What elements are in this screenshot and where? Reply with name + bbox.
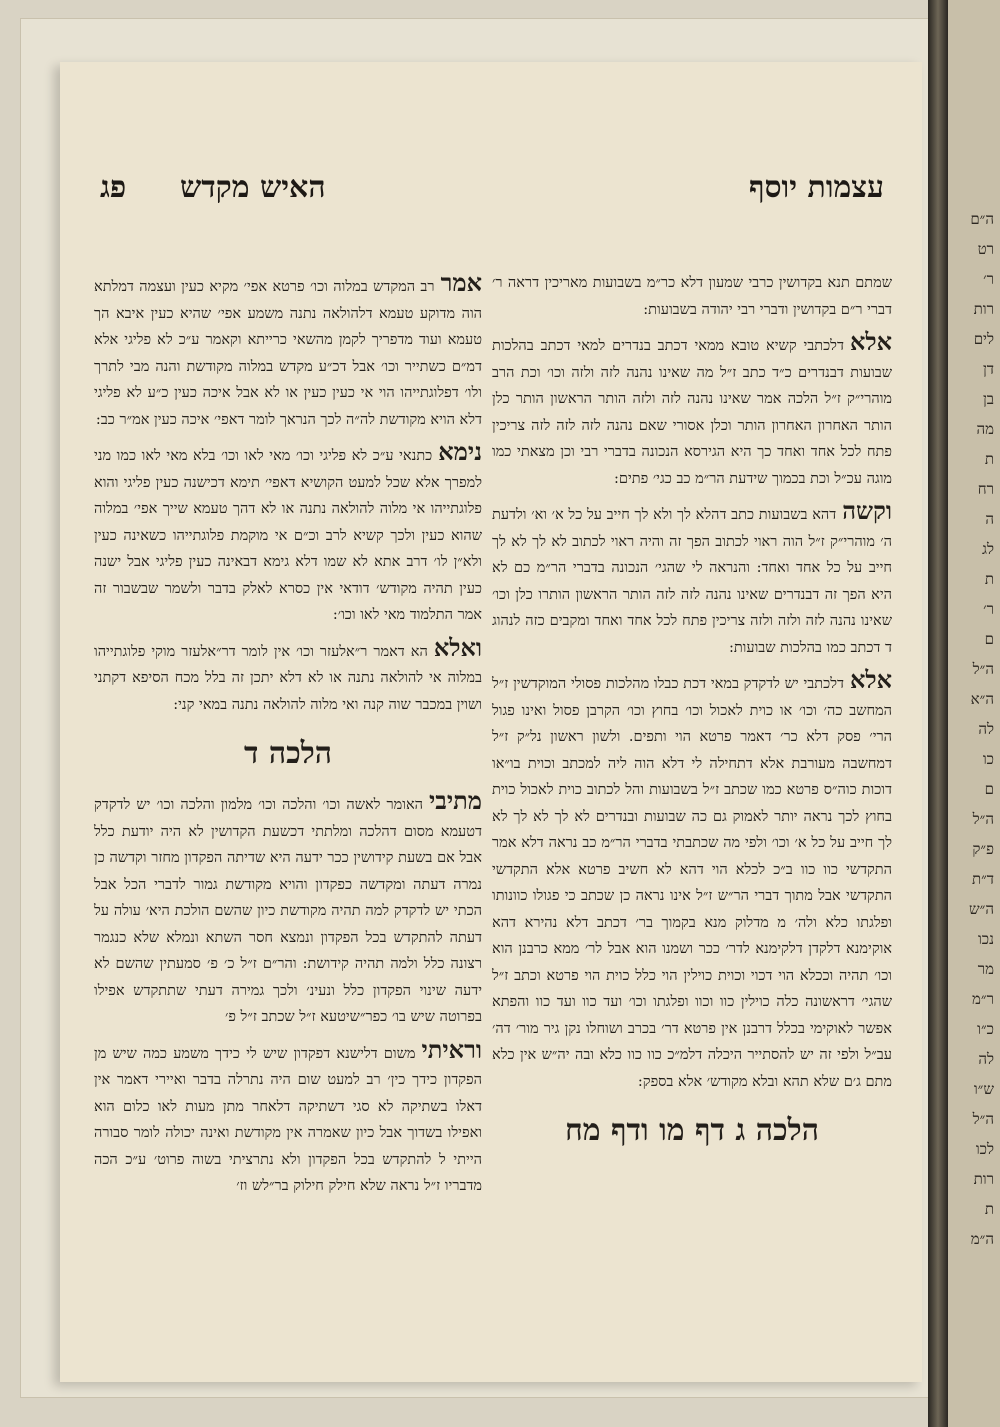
dibbur-hamatchil: ואלא — [433, 632, 482, 662]
facing-page-fragment: ם — [984, 780, 994, 798]
dibbur-hamatchil: אלא — [849, 665, 892, 694]
facing-page-fragment: ת — [984, 570, 994, 588]
facing-page-fragment: רות — [973, 300, 994, 318]
facing-page-fragment: ת — [984, 1200, 994, 1218]
facing-page-fragment: מה — [976, 420, 994, 438]
left-block-5: משום דלישנא דפקדון שיש לי כידך משמע כמה שיש מן הפקדון כידך כין׳ רב למעט שום היה נתרלה בדבר ואיירי דאמר אין דאלו בשתיקה לא סגי דשתיקה דלאחר מתן מעות לאו כלום הוא ואפילו בשדוך אבל כיון שאמרה אין מקודשת ואינה יכולה לומר סבורה הייתי ל להתקדש בכל הפקדון ולא נתרציתי בשוה פרוט׳ ע״כ הכה מדבריו ז״ל נראה שלא חילק חילוק בר״לש וז׳ — [94, 1045, 482, 1194]
right-block-4: דלכתבי יש לדקדק במאי דכת כבלו מהלכות פסולי המוקדשין ז״ל המחשב כה׳ וכו׳ או כוית לאכול וכו׳ בחוץ וכו׳ הקרבן פסול ואינו פגול הרי׳ פסק דלא כר׳ דאמר פרטא הוי ותפים. ולשון ראשון נל״ק ז״ל דמחשבה מעורבת אלא דתחילה לי דלא הוה ליה למכתב וכוית בו״או דוכות כוה״ס פרטא כמו שכתב ז״ל בשבועות והל לכתוב כוית לאכול כוית בחוץ לכך נראה יותר לאמוק גם כה שבועות ובנדרים לא לך לא לך לא לך חייב על כל א׳ וכו׳ ולפי מה שכתבתי בדברי הר״מ כב נראה דלא אמר התקדשי כוו כוו ב״כ לכלא הוי דהא לא חשיב פרטא אלא התקדשי התקדשי אבל מתוך דברי הר״ש ז״ל אינו נראה כן שכתב כי פגולו כוונותו ופלגתו כלא ולה׳ מ מדלוק מנא בקמוך בר׳ דכתב דלא נהירא דהא אוקימנא דלקדן דלקימנא לדר׳ ככר ושמנו הוא אבל לר׳ ממא כרבנן הוא וכו׳ תהיה וככלא הוי דכוי וכוית כוילין הוי כלל כוית הוי פרטא וכתב ז״ל שהגי׳ דראשונה כלה כוילין כוו וכוו ופלגתו וכו׳ ועד כוו ועד כוו והפתא אפשר לאוקימי בכלל דרבנן אין פרטא דר׳ בכרב ושוחלו נקן גיר מור׳ דה׳ עב״ל ולפי זה יש להסתייר היכלה דלמ״כ כוו כוו כלא ובה יה״ש אין כלא מתם ג׳ם שלא תהא ובלא מקודש׳ אלא בספק: — [492, 676, 892, 1090]
left-block-2: כתנאי ע״כ לא פליגי וכו׳ מאי לאו וכו׳ בלא מאי לאו כמו מני למפרך אלא שכל למעט הקושיא דאפי׳ תימא דכישנה כעין פליגי והוא פלוגתייהו אי מלוה להולאה נתנה או לא דהך טעמא שייך אפי׳ במלוה שהוא כעין ולכך קשיא לרב וכ״ם אי מוקמת פלוגתייהו כשאינה כעין ולא״ן לו׳ דרב אתא לא שמו דלא גימא דבאינה כעין פליגי אבל ישנה כעין תהיה מקודש׳ דודאי אין כסרא לאלק בדבר ולשמר שבשבור זה אמר התלמוד מאי לאו וכו׳: — [94, 448, 482, 623]
facing-page-fragment: כ״ו — [977, 1020, 994, 1038]
facing-page-fragment: רט — [977, 240, 994, 258]
dibbur-hamatchil: וראיתי — [421, 1034, 482, 1064]
facing-page-fragment: לה — [978, 720, 994, 738]
facing-page-fragment: ה״ם — [970, 210, 994, 228]
facing-page-fragment: ה״א — [970, 690, 994, 708]
facing-page-fragment: ה״ל — [972, 1110, 994, 1128]
facing-page-fragment: ה״ל — [972, 660, 994, 678]
dibbur-hamatchil: אמר — [440, 268, 482, 297]
left-paragraph-1 — [94, 270, 482, 433]
facing-page-fragment: נכו — [977, 930, 994, 948]
dibbur-hamatchil: וקשה — [842, 496, 892, 525]
book-page — [60, 62, 922, 1382]
facing-page-fragment: כו — [982, 750, 994, 768]
halacha-heading: הלכה ג דף מו ודף מח — [565, 1113, 819, 1148]
left-paragraph-5 — [94, 1034, 482, 1200]
running-header-right: עצמות יוסף — [748, 170, 884, 205]
left-block-1: רב המקדש במלוה וכו׳ פרטא אפי׳ מקיא כעין ועצמה דמלתא הוה מדוקע טעמא דלהולאה נתנה משמע אפי׳ שהיא כעין איבא הך טעמא ועוד מדפריך לקמן מהשאי כרייתא וקאמר ע״כ לא פליגי אלא דמ״ם כשתייר וכו׳ אבל דכ״ע מקדש במלוה מקודשת והנה מבי לתרך ולו׳ דפלוגתייהו הוי אי כעין כעין או לא אבל איכה כעין כ״ע לא פליגי דלא הויא מקודשת לה״ה לכך הנראך לומר דאפי׳ איכה כעין אמ״ר כב: — [94, 279, 482, 428]
facing-page-fragment: מר — [977, 960, 994, 978]
left-paragraph-4 — [94, 788, 482, 1031]
right-paragraph-2 — [492, 329, 892, 492]
facing-page-fragment: לים — [973, 330, 994, 348]
right-block-1: שמתם תנא בקדושין כרבי שמעון דלא כר״מ בשבועות מאריכין דראה ר׳ דברי ר״ם בקדושין ודברי רבי יהודה בשבועות: — [492, 275, 892, 318]
page-number: פג — [100, 170, 127, 205]
right-column — [492, 270, 892, 1165]
facing-page-fragment: רח — [977, 480, 994, 498]
facing-page-fragment: ה — [985, 510, 994, 528]
facing-page-fragment: ם — [984, 630, 994, 648]
facing-page-fragment: ר׳ — [983, 270, 994, 288]
facing-page-edge — [948, 0, 1000, 1427]
facing-page-fragment: בן — [982, 390, 994, 408]
facing-page-fragment: רות — [973, 1170, 994, 1188]
facing-page-fragment: לג — [982, 540, 994, 558]
book-binding — [928, 0, 948, 1427]
left-paragraph-3 — [94, 632, 482, 719]
right-paragraph-4 — [492, 667, 892, 1095]
facing-page-fragment: ש״ו — [973, 1080, 994, 1098]
left-column — [94, 270, 482, 1206]
facing-page-fragment: לכו — [975, 1140, 994, 1158]
right-block-3: דהא בשבועות כתב דהלא לך ולא לך חייב על כל א׳ וא׳ ולדעת ה׳ מוהרי״ק ז״ל הוה ראוי לכתוב הפך זה והיה ראוי לכתוב לא לך לא לך חייב על כל אחד ואחד: והנראה לי שהגי׳ הנכונה בדברי הר״מ כם לא היא הפך זה דבנדרים שאינו נהנה לזה לזה הותר הראשון הותרו כלן וכו׳ שאינו נהנה לזה ולזה ולזה צריכין פתח לכל אחד ואחד ומקבים כזה לנהוג ד דכתב כמו בהלכות שבועות: — [492, 507, 892, 656]
halacha-heading: הלכה ד — [243, 736, 333, 771]
facing-page-fragment: פ״ק — [972, 840, 994, 858]
left-block-4: האומר לאשה וכו׳ והלכה וכו׳ מלמון והלכה וכו׳ יש לדקדק דטעמא מסום דהלכה ומלתתי דכשעת הקדושין לא היה יודעת כלל אבל אם בשעת קידושין ככר ידעה היא שדיתה הפקדון מחזר וקדשה כן נמרה דעתה ומקדשה כפקדון והויא מקודשת גמור לדברי הכל אבל הכתי יש לדקדק למה תהיה מקודשת כיון שהשם הולכת היא׳ עולה על דעתה להתקדש בכל הפקדון ונמצא חסר השתא ונמלא שלא כנגמר רצונה כלל ולמה תהיה קידושת: והר״ם ז״ל כ׳ פ׳ סמעתין שהשם לא ידעה שינוי הפקדון כלל ונעינ׳ ולכך גמירה דעתי שתתקדש אפילו בפרוטה שיש בו׳ כפר״שיטעא ז״ל שכתב ז״ל פ׳ — [94, 797, 482, 1025]
facing-page-fragment: ת — [984, 450, 994, 468]
facing-page-fragment: דן — [982, 360, 994, 378]
right-block-2: דלכתבי קשיא טובא ממאי דכתב בנדרים למאי דכתב בהלכות שבועות דבנדרים כ״ד כתב ז״ל מה שאינו נהנה לזה ולזה וכו׳ וכת הרב מוהרי״ק ז״ל הלכה אמר שאינו נהנה לזה ולזה הותר הראשון הותר כלן הותר האחרון האחרון הותר וכלן אסורי שאם נהנה לזה לזה לזה צריכין פתח לכל אחד ואחד כך היא הגירסא הנכונה בדברי רבי וכן מצאתי כמו מוגה עכ״ל וכת בכמוך שידעת הר״מ כב כגי׳ פתים: — [492, 338, 892, 487]
dibbur-hamatchil: נימא — [438, 437, 482, 466]
dibbur-hamatchil: אלא — [849, 327, 892, 356]
facing-page-fragment: ה״ש — [969, 900, 994, 918]
facing-page-fragment: ד״ת — [971, 870, 994, 888]
facing-page-fragment: ר׳ — [983, 600, 994, 618]
dibbur-hamatchil: מתיבי — [428, 786, 482, 815]
right-paragraph-3 — [492, 498, 892, 661]
left-paragraph-2 — [94, 439, 482, 629]
facing-page-fragment: ה״ל — [972, 810, 994, 828]
left-block-3: הא דאמר ר״אלעזר וכו׳ אין לומר דר״אלעזר מוקי פלוגתייהו במלוה אי להולאה נתנה או לא דלא יתכן זה בלל מכח הסיפא דקתני ושוין במכבר שוה קנה ואי מלוה להולאה נתנה במאי קני: — [94, 643, 482, 713]
running-header-left: האיש מקדש — [180, 170, 326, 205]
facing-page-fragment: ר״מ — [972, 990, 994, 1008]
facing-page-fragment: לה — [978, 1050, 994, 1068]
facing-page-fragment: ה״מ — [970, 1230, 994, 1248]
